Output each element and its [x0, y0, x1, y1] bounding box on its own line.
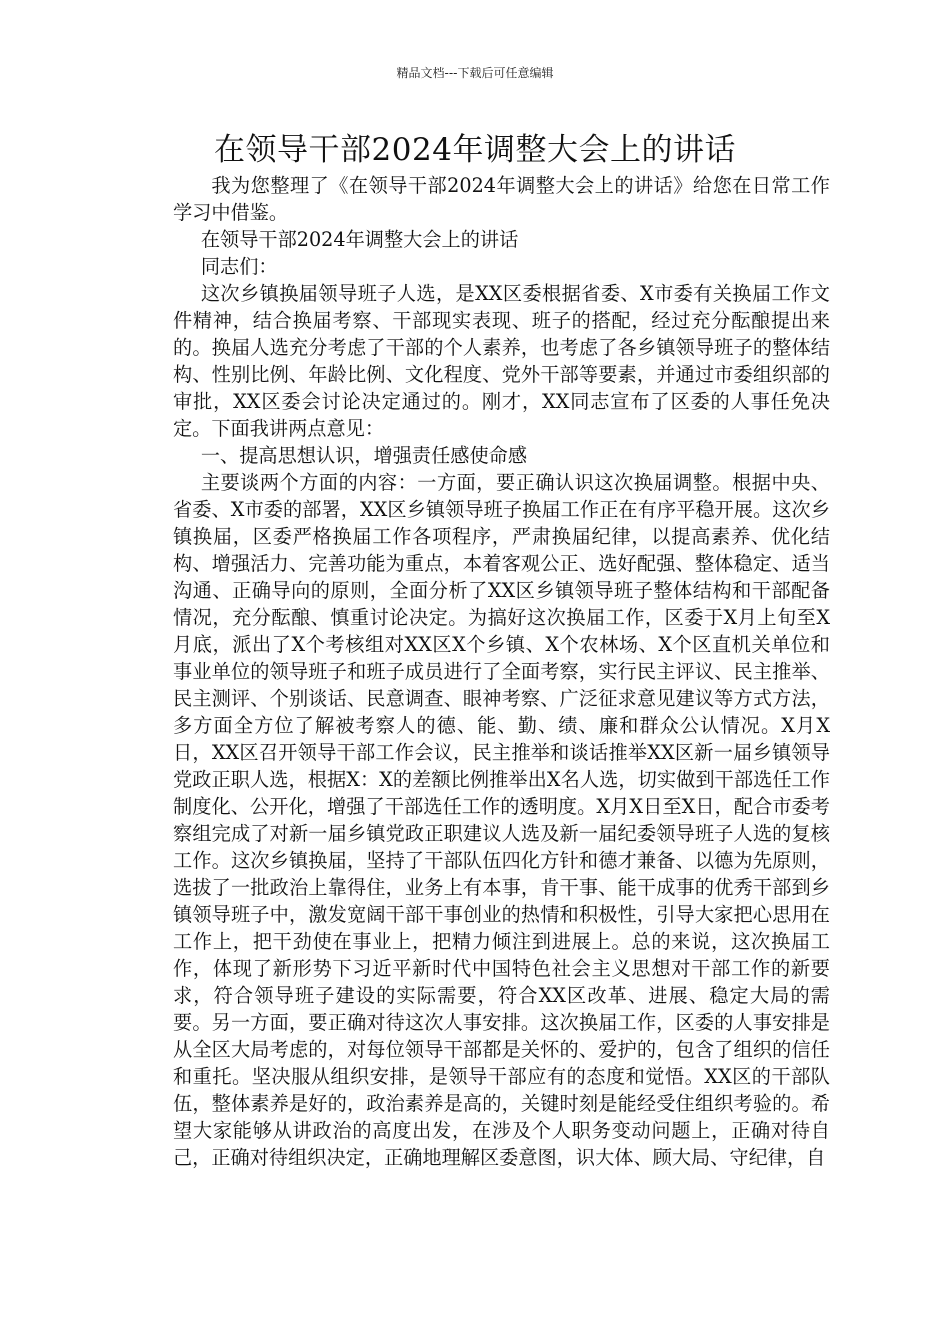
intro-paragraph: 我为您整理了《在领导干部2024年调整大会上的讲话》给您在日常工作学习中借鉴。 — [173, 174, 830, 224]
body-paragraph-2: 主要谈两个方面的内容：一方面，要正确认识这次换届调整。根据中央、省委、X市委的部署，XX区乡镇领导班子换届工作正在有序平稳开展。这次乡镇换届，区委严格换届工作各项程序，严肃换届纪律，以提高素养、优化结构、增强活力、完善功能为重点，本着客观公正、选好配强、整体稳定、适当沟通、正确导向的原则，全面分析了XX区乡镇领导班子整体结构和干部配备情况，充分酝酿、慎重讨论决定。为搞好这次换届工作，区委于X月上旬至X月底，派出了X个考核组对XX区X个乡镇、X个农林场、X个区直机关单位和事业单位的领导班子和班子成员进行了全面考察，实行民主评议、民主推举、民主测评、个别谈话、民意调查、眼神考察、广泛征求意见建议等方式方法，多方面全方位了解被考察人的德、能、勤、绩、廉和群众公认情况。X月X日，XX区召开领导干部工作会议，民主推举和谈话推举XX区新一届乡镇领导党政正职人选，根据X：X的差额比例推举出X名人选，切实做到干部选任工作制度化、公开化，增强了干部选任工作的透明度。X月X日至X日，配合市委考察组完成了对新一届乡镇党政正职建议人选及新一届纪委领导班子人选的复核工作。这次乡镇换届，坚持了干部队伍四化方针和德才兼备、以德为先原则，选拔了一批政治上靠得住，业务上有本事，肯干事、能干成事的优秀干部到乡镇领导班子中，激发宽阔干部干事创业的热情和积极性，引导大家把心思用在工作上，把干劲使在事业上，把精力倾注到进展上。总的来说，这次换届工作，体现了新形势下习近平新时代中国特色社会主义思想对干部工作的新要求，符合领导班子建设的实际需要，符合XX区改革、进展、稳定大局的需要。另一方面，要正确对待这次人事安排。这次换届工作，区委的人事安排是从全区大局考虑的，对每位领导干部都是关怀的、爱护的，包含了组织的信任和重托。坚决服从组织安排，是领导干部应有的态度和觉悟。XX区的干部队伍，整体素养是好的，政治素养是高的，关键时刻是能经受住组织考验的。希望大家能够从讲政治的高度出发，在涉及个人职务变动问题上，正确对待自己，正确对待组织决定，正确地理解区委意图，识大体、顾大局、守纪律，自 — [173, 471, 830, 1169]
document-title: 在领导干部2024年调整大会上的讲话 — [214, 132, 736, 168]
section-heading-1: 一、提高思想认识，增强责任感使命感 — [200, 444, 528, 467]
body-paragraph-1: 这次乡镇换届领导班子人选，是XX区委根据省委、X市委有关换届工作文件精神，结合换届考察、干部现实表现、班子的搭配，经过充分酝酿提出来的。换届人选充分考虑了干部的个人素养，也考虑了各乡镇领导班子的整体结构、性别比例、年龄比例、文化程度、党外干部等要素，并通过市委组织部的审批，XX区委会讨论决定通过的。刚才，XX同志宣布了区委的人事任免决定。下面我讲两点意见： — [173, 282, 830, 440]
page-header-watermark: 精品文档---下载后可任意编辑 — [396, 66, 554, 80]
document-body — [173, 172, 830, 1171]
salutation: 同志们： — [200, 255, 278, 278]
speech-subtitle: 在领导干部2024年调整大会上的讲话 — [200, 228, 519, 251]
